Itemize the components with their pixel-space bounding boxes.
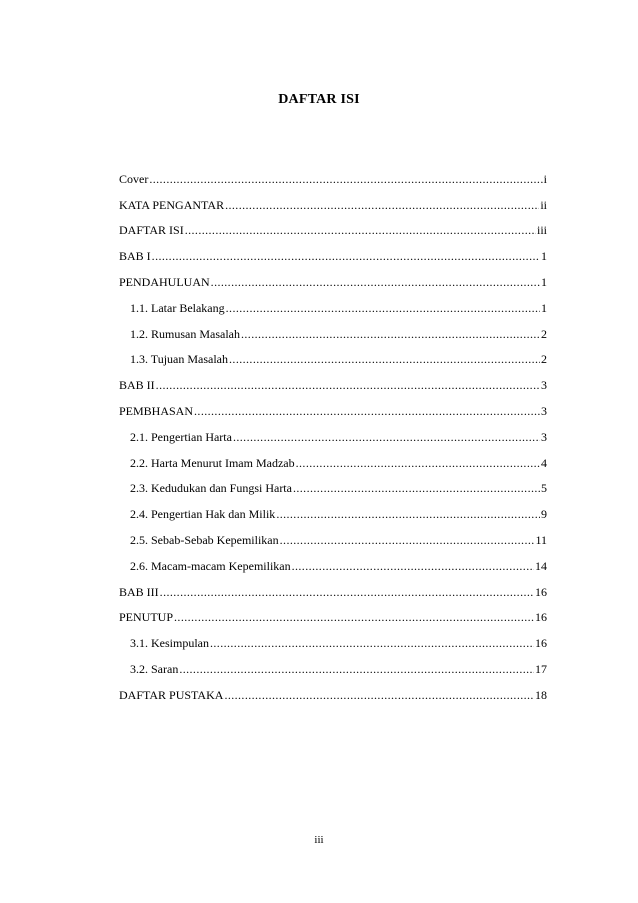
toc-entry-page-number: i [543,171,547,186]
toc-entry-label: 2.6. Macam-macam Kepemilikan [130,558,291,573]
toc-entry-label: PEMBHASAN [119,403,194,418]
toc-entry-page-number: 9 [541,507,547,522]
toc-entry[interactable] [119,624,547,650]
toc-dot-leader [293,481,540,495]
toc-dot-leader [296,456,540,470]
toc-entry-page-number: 3 [541,403,547,418]
toc-entry[interactable] [119,547,547,573]
page-number: iii [314,834,324,846]
toc-entry[interactable] [119,160,547,186]
toc-dot-leader [241,327,540,341]
toc-dot-leader [149,172,542,186]
toc-entry-page-number: 16 [535,636,547,651]
toc-entry-label: PENUTUP [119,610,174,625]
toc-entry-page-number: 3 [541,429,547,444]
toc-dot-leader [156,378,540,392]
page-title: DAFTAR ISI [278,92,360,107]
toc-entry-page-number: 1 [541,300,547,315]
toc-dot-leader [179,662,534,676]
toc-entry-page-number: 1 [541,249,547,264]
toc-entry-label: 3.2. Saran [130,661,179,676]
toc-entry-label: BAB I [119,249,151,264]
toc-entry-label: BAB III [119,584,159,599]
toc-entry-page-number: 17 [535,661,547,676]
toc-entry-label: 2.4. Pengertian Hak dan Milik [130,507,276,522]
toc-dot-leader [276,507,540,521]
toc-entry[interactable] [119,495,547,521]
toc-entry[interactable] [119,212,547,238]
toc-entry-label: DAFTAR PUSTAKA [119,687,224,702]
toc-entry-label: 2.5. Sebab-Sebab Kepemilikan [130,532,279,547]
toc-entry-label: PENDAHULUAN [119,274,210,289]
toc-entry[interactable] [119,237,547,263]
toc-entry[interactable] [119,676,547,702]
toc-dot-leader [229,352,540,366]
toc-dot-leader [185,223,536,237]
toc-entry-page-number: 3 [541,378,547,393]
toc-entry[interactable] [119,573,547,599]
toc-entry-page-number: 18 [535,687,547,702]
toc-entry-label: 3.1. Kesimpulan [130,636,209,651]
toc-entry-label: Cover [119,171,149,186]
toc-entry-page-number: 2 [541,352,547,367]
toc-entry[interactable] [119,366,547,392]
toc-dot-leader [152,249,540,263]
toc-entry[interactable] [119,392,547,418]
toc-entry[interactable] [119,521,547,547]
toc-entry-page-number: 5 [541,481,547,496]
toc-entry-page-number: ii [540,197,547,212]
toc-dot-leader [160,585,534,599]
toc-dot-leader [225,198,539,212]
toc-entry[interactable] [119,599,547,625]
toc-dot-leader [174,610,534,624]
toc-entry-page-number: 2 [541,326,547,341]
toc-entry-page-number: iii [536,223,547,238]
toc-dot-leader [292,559,534,573]
toc-entry[interactable] [119,470,547,496]
toc-entry-label: 2.3. Kedudukan dan Fungsi Harta [130,481,292,496]
toc-entry-page-number: 1 [541,274,547,289]
toc-dot-leader [233,430,540,444]
toc-entry-label: BAB II [119,378,155,393]
toc-dot-leader [226,301,540,315]
toc-entry-label: 1.1. Latar Belakang [130,300,225,315]
toc-dot-leader [194,404,540,418]
toc-entry[interactable] [119,418,547,444]
toc-entry-label: KATA PENGANTAR [119,197,225,212]
toc-entry-label: 1.3. Tujuan Masalah [130,352,229,367]
toc-entry[interactable] [119,444,547,470]
toc-entry-page-number: 16 [535,584,547,599]
toc-dot-leader [211,275,540,289]
toc-dot-leader [224,688,534,702]
toc-entry[interactable] [119,263,547,289]
toc-entry-page-number: 11 [535,532,547,547]
toc-entry-page-number: 4 [541,455,547,470]
toc-entry-label: 2.2. Harta Menurut Imam Madzab [130,455,295,470]
toc-entry-label: 2.1. Pengertian Harta [130,429,232,444]
toc-entry[interactable] [119,341,547,367]
toc-entry[interactable] [119,650,547,676]
toc-dot-leader [210,636,534,650]
toc-entry-label: DAFTAR ISI [119,223,184,238]
toc-entry-page-number: 14 [535,558,547,573]
toc-entry[interactable] [119,289,547,315]
toc-entry[interactable] [119,186,547,212]
table-of-contents [119,160,547,702]
toc-entry-label: 1.2. Rumusan Masalah [130,326,240,341]
toc-entry[interactable] [119,315,547,341]
toc-dot-leader [280,533,535,547]
toc-entry-page-number: 16 [535,610,547,625]
